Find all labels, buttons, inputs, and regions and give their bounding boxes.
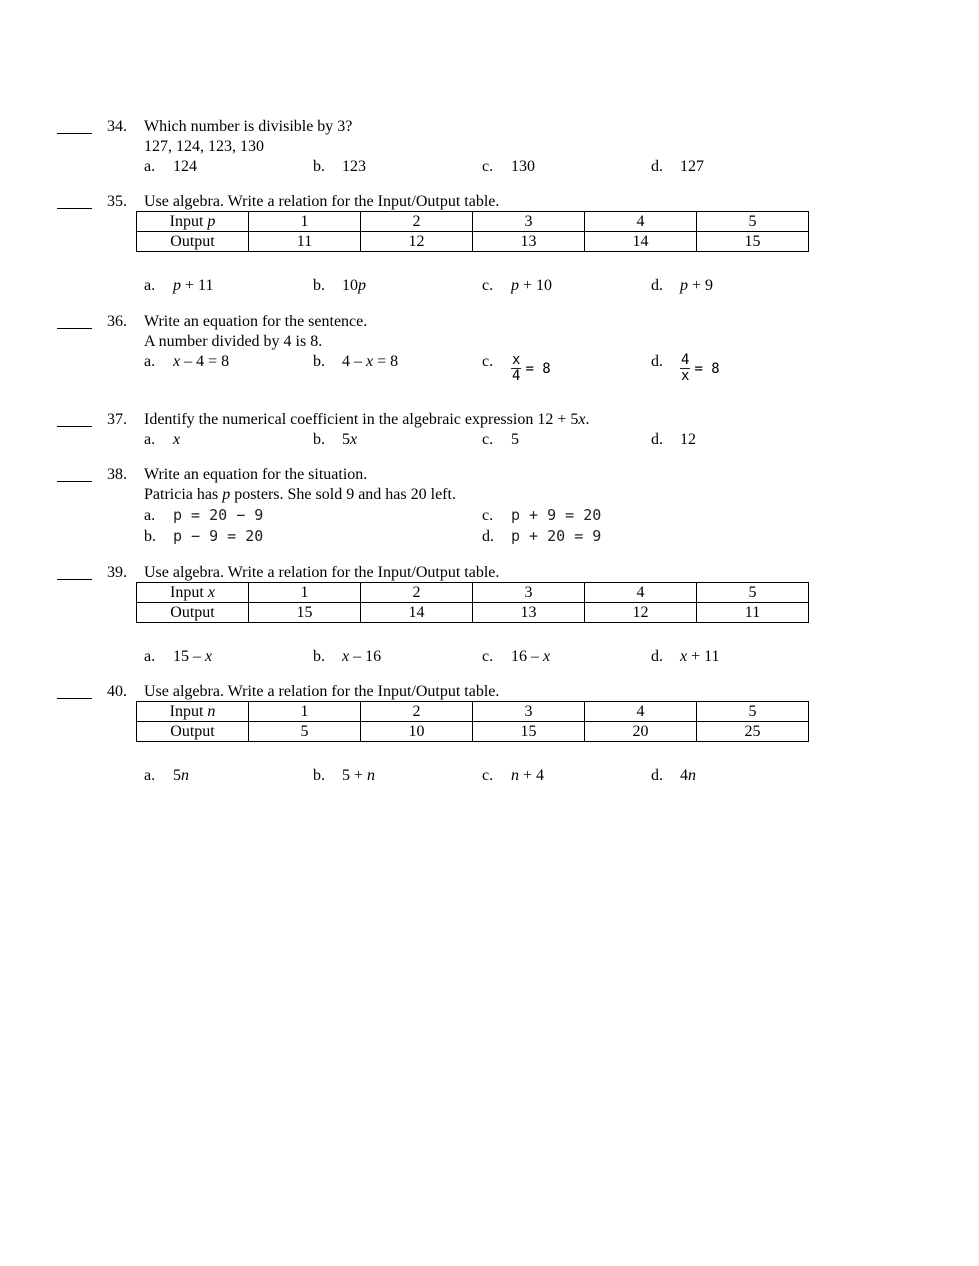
- table-cell: 3: [473, 702, 585, 722]
- table-cell: 4: [585, 583, 697, 603]
- equation-image: p = 20 − 9: [173, 506, 264, 524]
- option-b: b. 5 + n: [313, 767, 376, 784]
- option-c: c. 5: [482, 431, 519, 448]
- table-cell: 2: [361, 212, 473, 232]
- option-c: c. 16 – x: [482, 648, 551, 665]
- option-a: a. 15 – x: [144, 648, 213, 665]
- input-output-table: [136, 211, 809, 252]
- question-stem: Write an equation for the situation.: [144, 466, 368, 483]
- option-c: c. p + 9 = 20: [482, 506, 602, 524]
- question-number: 35.: [107, 193, 127, 210]
- table-row-output: [137, 603, 809, 623]
- table-cell: 5: [249, 722, 361, 742]
- option-d: d. $\frac{4}{x}$ = 8: [651, 352, 720, 384]
- question-number: 37.: [107, 411, 127, 428]
- input-output-table: [136, 701, 809, 742]
- option-a: a. x: [144, 431, 181, 448]
- table-cell: 12: [585, 603, 697, 623]
- table-cell: 5: [697, 702, 809, 722]
- table-header-output: Output: [137, 722, 249, 742]
- fraction-equation: $\frac{4}{x}$: [681, 352, 690, 384]
- option-a: a. p + 11: [144, 277, 214, 294]
- table-cell: 11: [697, 603, 809, 623]
- table-cell: 14: [361, 603, 473, 623]
- question-number: 39.: [107, 564, 127, 581]
- question-number: 38.: [107, 466, 127, 483]
- question-stem: Use algebra. Write a relation for the Input/Output table.: [144, 683, 500, 700]
- question-number: 40.: [107, 683, 127, 700]
- option-a: a. p = 20 − 9: [144, 506, 264, 524]
- table-cell: 25: [697, 722, 809, 742]
- table-cell: 14: [585, 232, 697, 252]
- equation-image: p + 9 = 20: [511, 506, 602, 524]
- table-header-output: Output: [137, 232, 249, 252]
- answer-blank[interactable]: [57, 313, 92, 329]
- option-a: a. 124: [144, 158, 197, 175]
- table-cell: 15: [249, 603, 361, 623]
- answer-blank[interactable]: [57, 411, 92, 427]
- table-cell: 5: [697, 583, 809, 603]
- table-header-input: Input p: [137, 212, 249, 232]
- question-number: 36.: [107, 313, 127, 330]
- table-cell: 5: [697, 212, 809, 232]
- table-cell: 10: [361, 722, 473, 742]
- answer-blank[interactable]: [57, 118, 92, 134]
- option-a: a. x – 4 = 8: [144, 353, 230, 370]
- question-stem: Which number is divisible by 3?: [144, 118, 353, 135]
- table-cell: 20: [585, 722, 697, 742]
- equation-image: p − 9 = 20: [173, 527, 264, 545]
- table-header-output: Output: [137, 603, 249, 623]
- question-stem: Write an equation for the sentence.: [144, 313, 368, 330]
- table-cell: 1: [249, 212, 361, 232]
- table-cell: 1: [249, 702, 361, 722]
- option-a: a. 5n: [144, 767, 189, 784]
- option-b: b. 123: [313, 158, 366, 175]
- equation-image: p + 20 = 9: [511, 527, 602, 545]
- question-stem: Use algebra. Write a relation for the Input/Output table.: [144, 193, 500, 210]
- table-cell: 15: [473, 722, 585, 742]
- option-d: d. 4n: [651, 767, 696, 784]
- option-d: d. p + 9: [651, 277, 714, 294]
- question-stem: Identify the numerical coefficient in the algebraic expression 12 + 5x.: [144, 411, 590, 428]
- table-row-input: [137, 702, 809, 722]
- table-cell: 11: [249, 232, 361, 252]
- question-extra: 127, 124, 123, 130: [144, 138, 264, 155]
- option-c: c. 130: [482, 158, 535, 175]
- answer-blank[interactable]: [57, 466, 92, 482]
- table-header-input: Input x: [137, 583, 249, 603]
- table-cell: 2: [361, 702, 473, 722]
- table-row-input: [137, 212, 809, 232]
- table-cell: 15: [697, 232, 809, 252]
- table-row-output: [137, 232, 809, 252]
- question-number: 34.: [107, 118, 127, 135]
- question-stem: Use algebra. Write a relation for the Input/Output table.: [144, 564, 500, 581]
- option-d: d. 127: [651, 158, 704, 175]
- table-cell: 3: [473, 212, 585, 232]
- option-d: d. x + 11: [651, 648, 720, 665]
- option-b: b. 10p: [313, 277, 366, 294]
- question-extra: A number divided by 4 is 8.: [144, 333, 323, 350]
- option-b: b. p − 9 = 20: [144, 527, 264, 545]
- table-cell: 4: [585, 702, 697, 722]
- table-cell: 2: [361, 583, 473, 603]
- table-cell: 13: [473, 232, 585, 252]
- option-c: c. n + 4: [482, 767, 545, 784]
- table-cell: 4: [585, 212, 697, 232]
- question-extra: Patricia has p posters. She sold 9 and has 20 left.: [144, 486, 456, 503]
- table-cell: 13: [473, 603, 585, 623]
- option-b: b. 4 – x = 8: [313, 353, 399, 370]
- answer-blank[interactable]: [57, 683, 92, 699]
- option-d: d. 12: [651, 431, 696, 448]
- table-row-input: [137, 583, 809, 603]
- input-output-table: [136, 582, 809, 623]
- option-c: c. $\frac{x}{4}$ = 8: [482, 352, 551, 384]
- table-cell: 12: [361, 232, 473, 252]
- table-cell: 1: [249, 583, 361, 603]
- fraction-equation: $\frac{x}{4}$: [512, 352, 521, 384]
- option-b: b. 5x: [313, 431, 358, 448]
- answer-blank[interactable]: [57, 193, 92, 209]
- option-c: c. p + 10: [482, 277, 553, 294]
- table-cell: 3: [473, 583, 585, 603]
- option-d: d. p + 20 = 9: [482, 527, 602, 545]
- table-header-input: Input n: [137, 702, 249, 722]
- table-row-output: [137, 722, 809, 742]
- answer-blank[interactable]: [57, 564, 92, 580]
- option-b: b. x – 16: [313, 648, 382, 665]
